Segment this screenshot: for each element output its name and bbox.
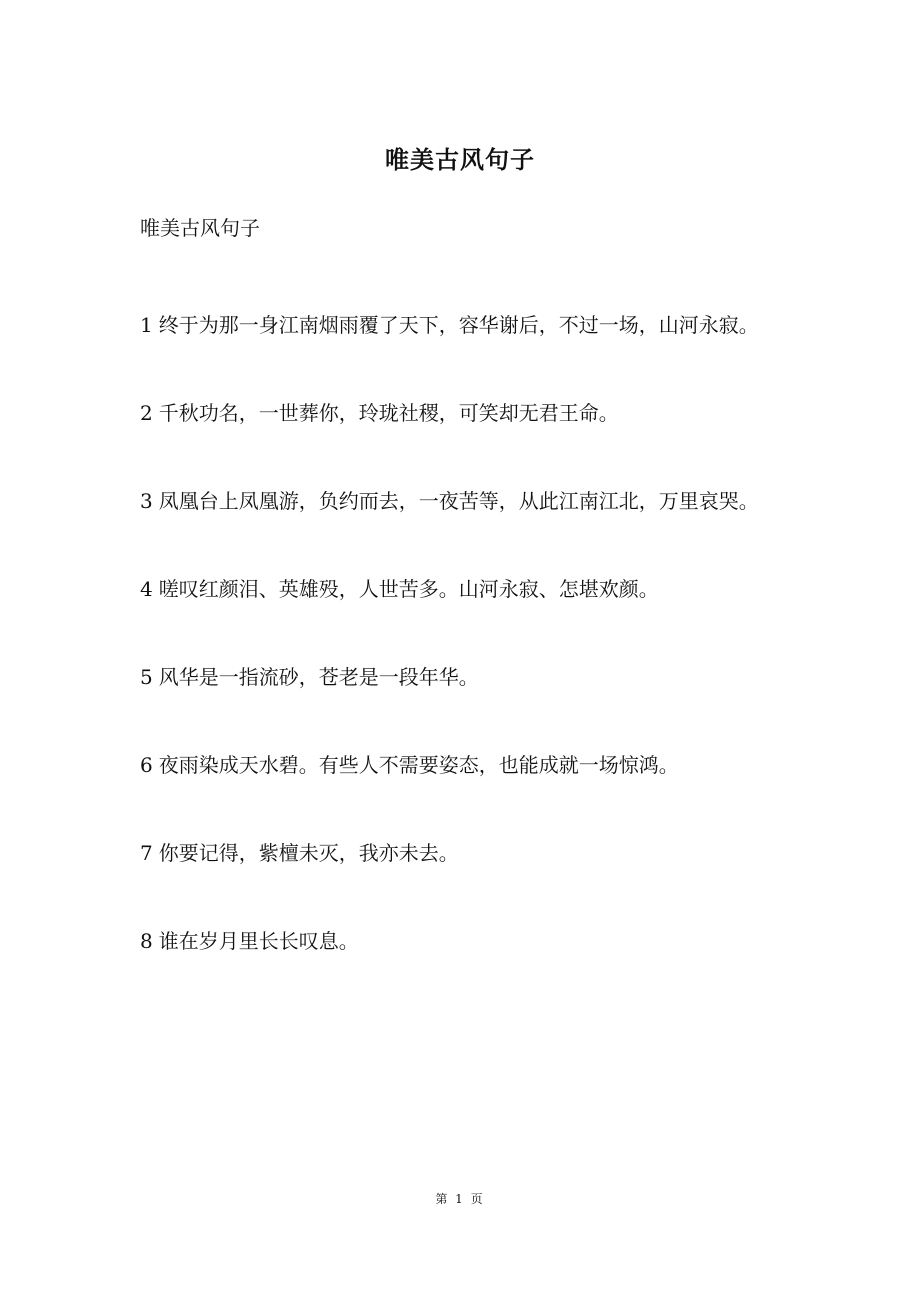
paragraph-number: 6 xyxy=(140,753,153,777)
paragraph xyxy=(140,924,780,958)
paragraph-text: 风华是一指流砂，苍老是一段年华。 xyxy=(158,665,479,689)
paragraph-number: 7 xyxy=(140,841,153,865)
paragraph-text: 嗟叹红颜泪、英雄殁，人世苦多。山河永寂、怎堪欢颜。 xyxy=(158,577,659,601)
paragraph-number: 2 xyxy=(140,401,153,425)
paragraph-list xyxy=(140,308,780,1012)
paragraph-number: 8 xyxy=(140,929,153,953)
page-number-footer: 第 1 页 xyxy=(435,1192,485,1206)
paragraph xyxy=(140,484,780,518)
paragraph-text: 谁在岁月里长长叹息。 xyxy=(158,929,359,953)
paragraph-text: 终于为那一身江南烟雨覆了天下，容华谢后，不过一场，山河永寂。 xyxy=(158,313,759,337)
paragraph xyxy=(140,572,780,606)
paragraph xyxy=(140,660,780,694)
document-title: 唯美古风句子 xyxy=(385,146,535,174)
paragraph xyxy=(140,748,780,782)
paragraph xyxy=(140,396,780,430)
paragraph-number: 3 xyxy=(140,489,153,513)
document-subtitle: 唯美古风句子 xyxy=(140,216,260,240)
paragraph-number: 1 xyxy=(140,313,153,337)
paragraph xyxy=(140,308,780,342)
paragraph-text: 你要记得，紫檀未灭，我亦未去。 xyxy=(158,841,459,865)
paragraph-text: 夜雨染成天水碧。有些人不需要姿态，也能成就一场惊鸿。 xyxy=(158,753,679,777)
paragraph-text: 千秋功名，一世葬你，玲珑社稷，可笑却无君王命。 xyxy=(158,401,619,425)
paragraph-number: 4 xyxy=(140,577,153,601)
paragraph-text: 凤凰台上凤凰游，负约而去，一夜苦等，从此江南江北，万里哀哭。 xyxy=(158,489,759,513)
paragraph-number: 5 xyxy=(140,665,153,689)
paragraph xyxy=(140,836,780,870)
